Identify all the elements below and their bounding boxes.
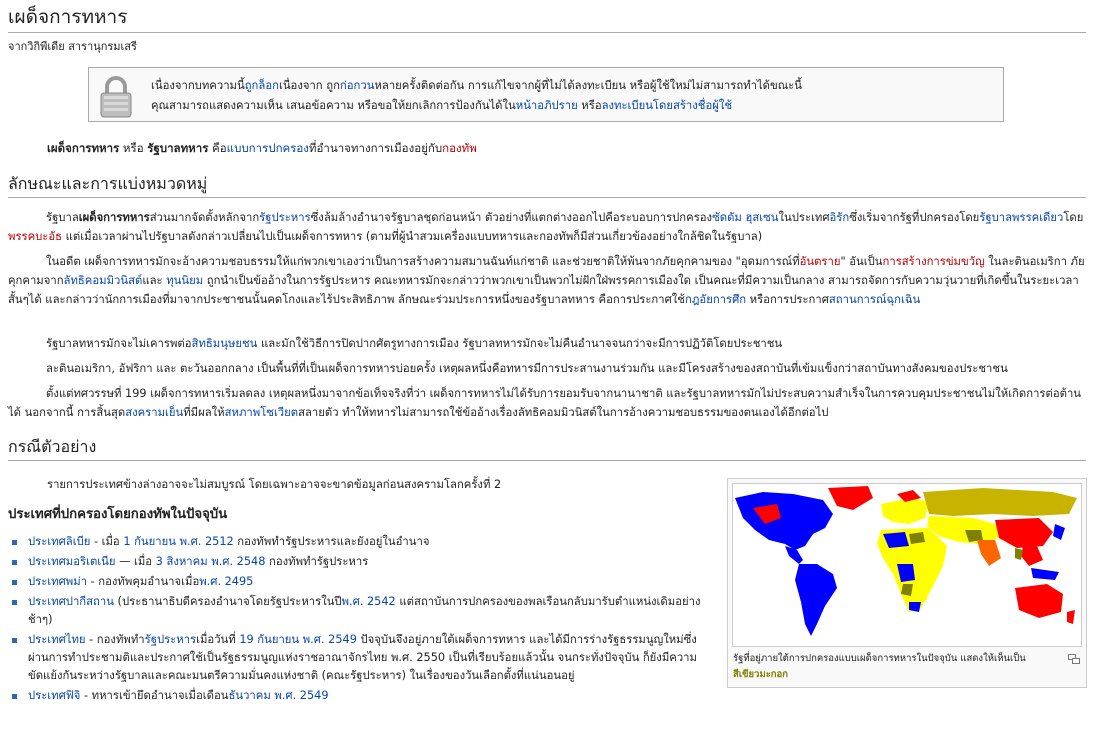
cold-war-link[interactable]: สงครามเย็น bbox=[125, 406, 184, 419]
paragraph-4: ละตินอเมริกา, อัฟริกา และ ตะวันออกกลาง เป็นพื้นที่ที่เป็นเผด็จการทหารบ่อยครั้ง เหตุผลหนึ่งคือทหารมีการประสานงานร่วมกัน และมีโครงสร้างของสถาบันที่เข้มแข็งกว่าสถาบันทางสังคมของประชาชน bbox=[46, 362, 1008, 375]
country-link[interactable]: ประเทศปากีสถาน bbox=[28, 595, 114, 608]
text: โดย bbox=[1063, 211, 1084, 224]
terror-link[interactable]: การสร้างการข่มขวัญ bbox=[882, 255, 985, 268]
text: — เมื่อ bbox=[115, 555, 156, 568]
section-heading-examples: กรณีตัวอย่าง bbox=[8, 435, 1086, 461]
form-of-government-link[interactable]: แบบการปกครอง bbox=[226, 141, 309, 155]
text: เมื่อวันที่ bbox=[196, 633, 240, 646]
page-title: เผด็จการทหาร bbox=[8, 4, 1086, 33]
text: ในอดีต เผด็จการทหารมักจะอ้างความชอบธรรมให้แก่พวกเขาเองว่าเป็นการสร้างความสมานฉันท์แก่ชาติ และช่วยชาติให้พ้นจากภัยคุกคามของ "อุดมการณ์ที่ bbox=[46, 255, 800, 268]
bullet-icon bbox=[12, 638, 17, 643]
martial-law-link[interactable]: กฎอัยการศึก bbox=[684, 293, 747, 306]
country-link[interactable]: ประเทศฟิจิ bbox=[28, 689, 81, 702]
single-party-link[interactable]: รัฐบาลพรรคเดียว bbox=[979, 211, 1064, 224]
text: ซึ่งเริ่มจากรัฐที่ปกครองโดย bbox=[849, 211, 980, 224]
military-link[interactable]: กองทัพ bbox=[442, 141, 477, 155]
list-item bbox=[10, 631, 710, 685]
text: ถูกนำเป็นข้ออ้างในการรัฐประหาร คณะทหารมักจะกล่าวว่าพวกเขาเป็นพวกไม่ฝักใฝ่พรรคการเมืองใด เป็นคณะที่มีความเป็นกลาง สามารถจัดการกับความวุ่นวายที่เกิดขึ้นในระยะเวลาสั้นๆได้ และกล่าวว่านักการเมืองที่มาจากประชาชนนั้นคดโกงและไร้ประสิทธิภาพ ลักษณะร่วมประการหนึ่งของรัฐบาลทหาร คือการประกาศใช้ bbox=[8, 274, 1079, 306]
world-map-image[interactable] bbox=[732, 483, 1082, 647]
text: - กองทัพคุมอำนาจเมื่อ bbox=[87, 575, 200, 588]
paragraph-2 bbox=[8, 252, 1086, 309]
human-rights-link[interactable]: สิทธิมนุษยชน bbox=[191, 337, 258, 350]
talk-page-link[interactable]: หน้าอภิปราย bbox=[515, 99, 578, 112]
caption-text: รัฐที่อยู่ภายใต้การปกครองแบบเผด็จการทหารในปัจจุบัน แสดงให้เห็นเป็น bbox=[733, 653, 1026, 664]
register-link[interactable]: ลงทะเบียนโดยสร้างชื่อผู้ใช้ bbox=[601, 99, 733, 112]
date-link[interactable]: 1 กันยายน bbox=[123, 535, 176, 548]
year-link[interactable]: พ.ศ. 2512 bbox=[179, 535, 234, 548]
notice-text: หรือ bbox=[577, 99, 602, 112]
list-item bbox=[10, 573, 710, 591]
intro-bold: รัฐบาลทหาร bbox=[147, 141, 209, 155]
country-link[interactable]: ประเทศมอริเตเนีย bbox=[28, 555, 116, 568]
subsection-heading-current: ประเทศที่ปกครองโดยกองทัพในปัจจุบัน bbox=[8, 507, 228, 522]
baath-party-link[interactable]: พรรคบะอัธ bbox=[8, 230, 63, 243]
coup-link[interactable]: รัฐประหาร bbox=[144, 633, 197, 646]
paragraph-5 bbox=[8, 384, 1086, 422]
intro-bold: เผด็จการทหาร bbox=[47, 141, 120, 155]
vandalism-link[interactable]: ก่อกวน bbox=[339, 79, 375, 92]
text: ซึ่งล้มล้างอำนาจรัฐบาลชุดก่อนหน้า ตัวอย่างที่แตกต่างออกไปคือระบอบการปกครอง bbox=[310, 211, 713, 224]
bullet-icon bbox=[12, 694, 17, 699]
year-link[interactable]: พ.ศ. 2548 bbox=[211, 555, 266, 568]
coup-link[interactable]: รัฐประหาร bbox=[259, 211, 311, 224]
text: - ทหารเข้ายึดอำนาจเมื่อเดือน bbox=[80, 689, 229, 702]
text: กองทัพทำรัฐประหารและยังอยู่ในอำนาจ bbox=[233, 535, 430, 548]
text: (ประธานาธิบดีครองอำนาจโดยรัฐประหารในปี bbox=[113, 595, 342, 608]
text: ปัจจุบันจึงอยู่ภายใต้เผด็จการทหาร และได้มีการร่างรัฐธรรมนูญใหม่ซึ่งผ่านการทำประชามติและประกาศใช้เป็นรัฐธรรมนูญแห่งราชอาณาจักรไทย พ.ศ. 2550 เป็นที่เรียบร้อยแล้วนั้น จนกระทั่งปัจจุบัน ก็ยังมีความขัดแย้งกันระหว่างรัฐบาลและคณะมนตรีความมั่นคงแห่งชาติ (คณะรัฐประหาร) ในเรื่องของวันเลือกตั้งที่แน่นอนอยู่ bbox=[28, 633, 697, 682]
bullet-icon bbox=[12, 580, 17, 585]
text: แต่สถาบันการปกครองของพลเรือนกลับมารับตำแหน่งเดิมอย่างช้าๆ) bbox=[28, 595, 701, 626]
communism-link[interactable]: ลัทธิคอมมิวนิสต์ bbox=[63, 274, 143, 287]
magnify-icon[interactable] bbox=[1068, 654, 1080, 664]
protection-notice bbox=[88, 67, 1004, 122]
intro-text: ที่อำนาจทางการเมืองอยู่กับ bbox=[308, 141, 443, 155]
text-bold: เผด็จการทหาร bbox=[78, 211, 150, 224]
paragraph-3 bbox=[8, 334, 1086, 353]
text: แต่เมื่อเวลาผ่านไปรัฐบาลดังกล่าวเปลี่ยนไปเป็นเผด็จการทหาร (ตามที่ผู้นำสวมเครื่องแบบทหารและกองทัพก็มีส่วนเกี่ยวข้องอย่างใกล้ชิดในรัฐบาล) bbox=[62, 230, 763, 243]
date-link[interactable]: 3 สิงหาคม bbox=[155, 555, 208, 568]
list-item bbox=[10, 687, 710, 705]
text: สลายตัว ทำให้ทหารไม่สามารถใช้ข้ออ้างเรื่องลัทธิคอมมิวนิสต์ในการอ้างความชอบธรรมของตนเองได้อีกต่อไป bbox=[298, 406, 829, 419]
text: ส่วนมากจัดตั้งหลักจาก bbox=[149, 211, 260, 224]
saddam-link[interactable]: ซัดดัม ฮุสเซน bbox=[712, 211, 779, 224]
world-map-graphic bbox=[733, 484, 1081, 646]
iraq-link[interactable]: อิรัก bbox=[829, 211, 850, 224]
incomplete-list-note: รายการประเทศข้างล่างอาจจะไม่สมบูรณ์ โดยเฉพาะอาจจะขาดข้อมูลก่อนสงครามโลกครั้งที่ 2 bbox=[47, 478, 502, 491]
soviet-union-link[interactable]: สหภาพโซเวียต bbox=[224, 406, 299, 419]
capitalism-link[interactable]: ทุนนิยม bbox=[166, 274, 204, 287]
protection-notice-text bbox=[151, 76, 802, 116]
locked-link[interactable]: ถูกล็อก bbox=[244, 79, 279, 92]
olive-color-label: สีเขียวมะกอก bbox=[733, 669, 789, 680]
bullet-icon bbox=[12, 600, 17, 605]
text: หรือการประกาศ bbox=[746, 293, 829, 306]
list-item bbox=[10, 593, 710, 629]
notice-text: เนื่องจากบทความนี้ bbox=[151, 79, 245, 92]
notice-text: คุณสามารถแสดงความเห็น เสนอข้อความ หรือขอให้ยกเลิกการป้องกันได้ใน bbox=[151, 99, 516, 112]
text: - กองทัพทำ bbox=[85, 633, 145, 646]
country-link[interactable]: ประเทศพม่า bbox=[28, 575, 88, 588]
emergency-link[interactable]: สถานการณ์ฉุกเฉิน bbox=[828, 293, 921, 306]
text: และ bbox=[142, 274, 167, 287]
page-subtitle: จากวิกิพีเดีย สารานุกรมเสรี bbox=[8, 40, 137, 53]
list-item bbox=[10, 553, 710, 571]
bullet-icon bbox=[12, 540, 17, 545]
text: รัฐบาล bbox=[46, 211, 79, 224]
text: ตั้งแต่ทศวรรษที่ 199 เผด็จการทหารเริ่มลดลง เหตุผลหนึ่งมาจากข้อเท็จจริงที่ว่า เผด็จการทหารไม่ได้รับการยอมรับจากนานาชาติ และรัฐบาลทหารมักไม่ประสบความสำเร็จในการควบคุมประชาชนไม่ให้เกิดการต่อต้านได้ นอกจากนี้ การสิ้นสุด bbox=[8, 387, 1082, 419]
text: ที่มีผลให้ bbox=[183, 406, 225, 419]
year-link[interactable]: พ.ศ. 2495 bbox=[199, 575, 254, 588]
danger-link[interactable]: อันตราย bbox=[799, 255, 841, 268]
date-link[interactable]: ธันวาคม พ.ศ. 2549 bbox=[228, 689, 329, 702]
padlock-icon bbox=[99, 74, 133, 118]
map-caption bbox=[733, 651, 1063, 683]
text: รัฐบาลทหารมักจะไม่เคารพต่อ bbox=[46, 337, 192, 350]
intro-text: คือ bbox=[208, 141, 227, 155]
country-list bbox=[10, 533, 710, 707]
notice-text: เนื่องจาก ถูก bbox=[278, 79, 340, 92]
country-link[interactable]: ประเทศลิเบีย bbox=[28, 535, 91, 548]
text: ในละตินอเมริกา ภัยคุกคามจาก bbox=[8, 255, 1085, 287]
text: - เมื่อ bbox=[90, 535, 124, 548]
section-heading-characteristics: ลักษณะและการแบ่งหมวดหมู่ bbox=[8, 172, 1086, 198]
paragraph-1 bbox=[8, 208, 1086, 246]
intro-text: หรือ bbox=[119, 141, 148, 155]
date-link[interactable]: 19 กันยายน พ.ศ. 2549 bbox=[239, 633, 357, 646]
map-thumbnail bbox=[727, 478, 1087, 688]
text: ในประเทศ bbox=[778, 211, 830, 224]
intro-paragraph bbox=[47, 140, 477, 158]
notice-text: หลายครั้งติดต่อกัน การแก้ไขจากผู้ที่ไม่ได้ลงทะเบียน หรือผู้ใช้ใหม่ไม่สามารถทำได้ขณะนี้ bbox=[374, 79, 802, 92]
text: " อันเป็น bbox=[840, 255, 883, 268]
text: และมักใช้วิธีการปิดปากศัตรูทางการเมือง รัฐบาลทหารมักจะไม่คืนอำนาจจนกว่าจะมีการปฏิวัติโดยประชาชน bbox=[257, 337, 783, 350]
list-item bbox=[10, 533, 710, 551]
country-link[interactable]: ประเทศไทย bbox=[28, 633, 86, 646]
text: กองทัพทำรัฐประหาร bbox=[265, 555, 369, 568]
year-link[interactable]: พ.ศ. 2542 bbox=[341, 595, 396, 608]
bullet-icon bbox=[12, 560, 17, 565]
